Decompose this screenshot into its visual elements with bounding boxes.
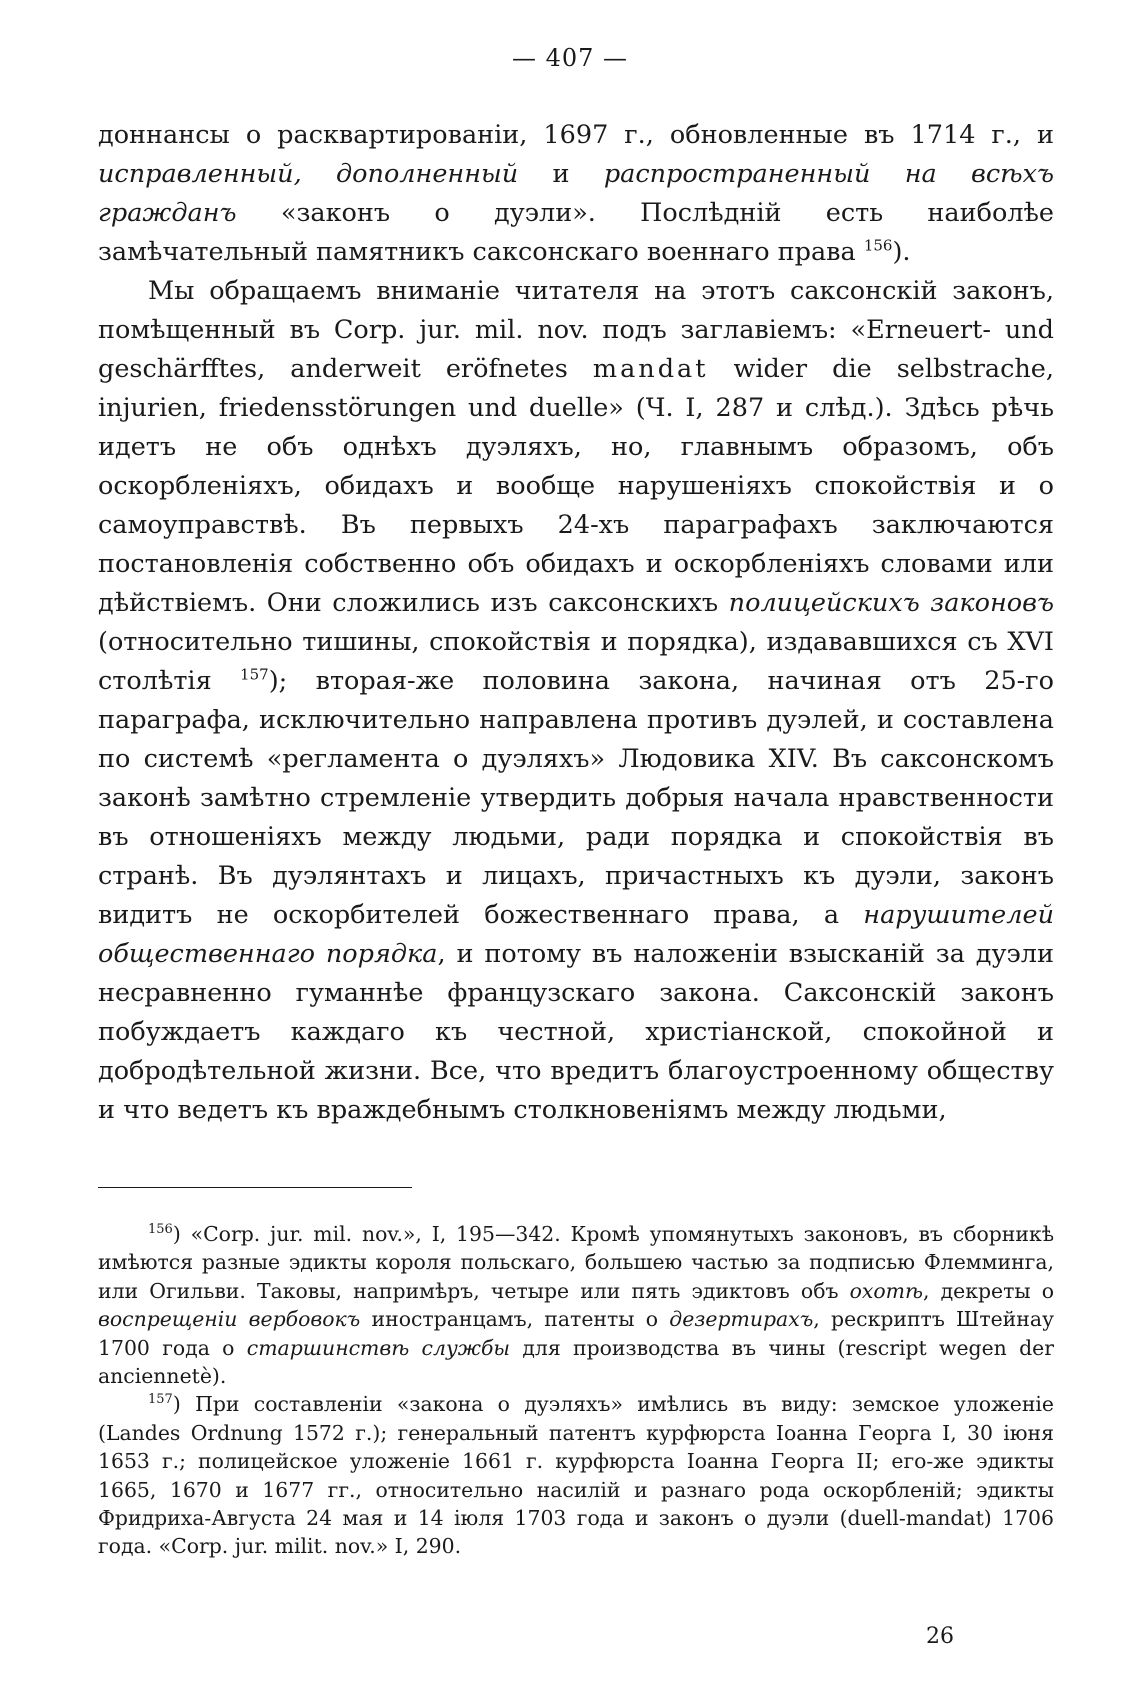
footnote-157	[98, 1390, 1054, 1560]
main-text	[98, 116, 1054, 1130]
footnote-mark: 157	[148, 1392, 173, 1408]
text-run: ).	[892, 237, 911, 267]
text-run: ) При составленіи «закона о дуэляхъ» имѣлись въ виду: земское уложеніе (Landes Ordnung 1572 г.); генеральный патентъ курфюрста Іоанна Георга I, 30 іюня 1653 г.; полицейское уложеніе 1661 г. курфюрста Іоанна Георга II; его-же эдикты 1665, 1670 и 1677 гг., относительно насилій и разнаго рода оскорбленій; эдикты Фридриха-Августа 24 мая и 14 іюля 1703 года и законъ о дуэли (duell-mandat) 1706 года. «Corp. jur. milit. nov.» I, 290.	[98, 1392, 1055, 1559]
text-run: и	[518, 159, 604, 189]
text-run: ); вторая-же половина закона, начиная отъ 25-го параграфа, исключительно направлена противъ дуэлей, и составлена по системѣ «регламента о дуэляхъ» Людовика XIV. Въ саксонскомъ законѣ замѣтно стремленіе утвердить добрыя начала нравственности въ отношеніяхъ между людьми, ради порядка и спокойствія въ странѣ. Въ дуэлянтахъ и лицахъ, причастныхъ къ дуэли, законъ видитъ не оскорбителей божественнаго права, а	[98, 666, 1054, 930]
footnote-156	[98, 1220, 1054, 1390]
paragraph-1	[98, 116, 1054, 272]
footnotes	[98, 1220, 1054, 1561]
text-run: , декреты о	[922, 1278, 1054, 1303]
spaced-text: mandat	[592, 354, 709, 384]
italic-text: полицейскихъ законовъ	[728, 588, 1054, 618]
italic-text: воспрещеніи вербовокъ	[98, 1307, 361, 1332]
text-run: ) «Corp. jur. mil. nov.», I, 195—342. Кромѣ упомянутыхъ законовъ, въ сборникѣ имѣются разные эдикты короля польскаго, большею частью за подписью Флемминга, или Огильви. Таковы, напримѣръ, четыре или пять эдиктовъ объ	[98, 1222, 1054, 1303]
italic-text: распространенный на всѣхъ гражданъ	[98, 159, 1054, 228]
text-run: (относительно тишины, спокойствія и порядка), издававшихся съ XVI столѣтія	[98, 627, 1054, 696]
text-run: иностранцамъ, патенты о	[360, 1307, 670, 1332]
paragraph-2	[98, 272, 1054, 1130]
italic-text: старшинствѣ службы	[246, 1335, 511, 1360]
text-run: для производства въ чины (rescript wegen der anciennetè).	[98, 1335, 1054, 1389]
footnote-ref-157[interactable]: 157	[240, 665, 269, 684]
page-number: — 407 —	[511, 44, 629, 72]
text-run: Мы обращаемъ вниманіе читателя на этотъ саксонскій законъ, помѣщенный въ Corp. jur. mil. nov. подъ заглавіемъ: «Erneuert- und geschärfftes, anderweit eröfnetes	[98, 276, 1054, 384]
footnote-mark: 156	[148, 1222, 173, 1238]
text-run: , рескриптъ Штейнау 1700 года о	[98, 1307, 1055, 1360]
italic-text: охотѣ	[849, 1278, 923, 1303]
italic-text: дезертирахъ	[669, 1307, 814, 1332]
text-run: , и потому въ наложеніи взысканій за дуэли несравненно гуманнѣе французскаго закона. Саксонскій законъ побуждаетъ каждаго къ честной, христіанской, спокойной и добродѣтельной жизни. Все, что вредитъ благоустроенному обществу и что ведетъ къ враждебнымъ столкновеніямъ между людьми,	[98, 939, 1054, 1125]
text-run: wider die selbstrache, injurien, friedensstörungen und duelle» (Ч. I, 287 и слѣд.). Здѣсь рѣчь идетъ не объ однѣхъ дуэляхъ, но, главнымъ образомъ, объ оскорбленіяхъ, обидахъ и вообще нарушеніяхъ спокойствія и о самоуправствѣ. Въ первыхъ 24-хъ параграфахъ заключаются постановленія собственно объ обидахъ и оскорбленіяхъ словами или дѣйствіемъ. Они сложились изъ саксонскихъ	[98, 354, 1054, 618]
text-run: «законъ о дуэли». Послѣдній есть наиболѣе замѣчательный памятникъ саксонскаго военнаго права	[98, 198, 1054, 267]
footnote-ref-156[interactable]: 156	[863, 236, 893, 255]
text-run: доннансы о расквартированіи, 1697 г., обновленные въ 1714 г., и	[98, 120, 1054, 150]
signature-mark: 26	[926, 1624, 954, 1649]
footnote-divider	[98, 1187, 412, 1188]
italic-text: нарушителей общественнаго порядка	[98, 900, 1054, 969]
italic-text: исправленный, дополненный	[98, 159, 519, 189]
